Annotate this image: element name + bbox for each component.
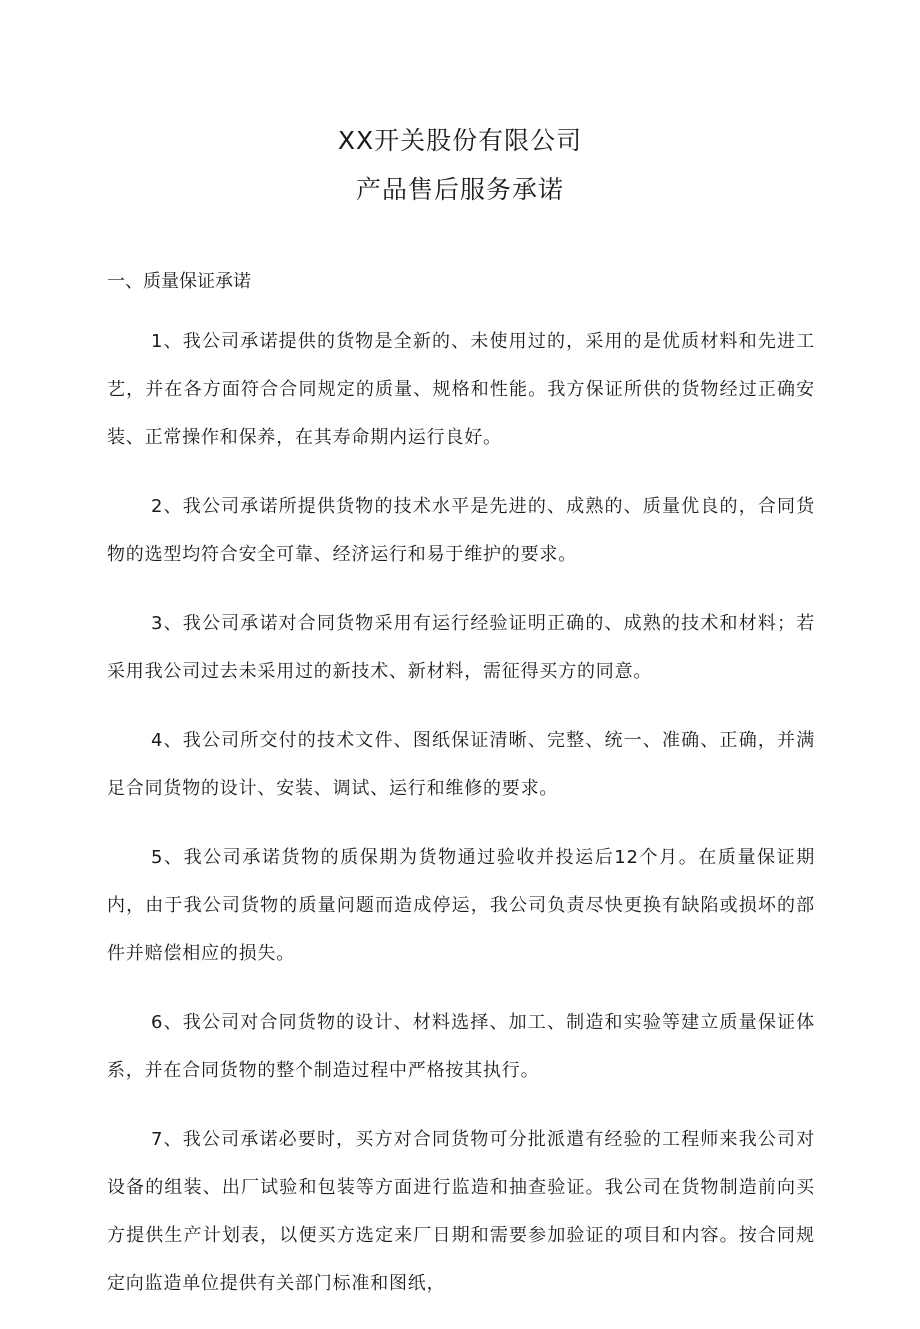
commitment-list bbox=[107, 318, 815, 1329]
commitment-item: 7、我公司承诺必要时，买方对合同货物可分批派遣有经验的工程师来我公司对设备的组装、出厂试验和包装等方面进行监造和抽查验证。我公司在货物制造前向买方提供生产计划表，以便买方选定来厂日期和需要参加验证的项目和内容。按合同规定向监造单位提供有关部门标准和图纸， bbox=[107, 1129, 815, 1294]
document-title: 产品售后服务承诺 bbox=[355, 175, 564, 204]
commitment-item: 4、我公司所交付的技术文件、图纸保证清晰、完整、统一、准确、正确，并满足合同货物的设计、安装、调试、运行和维修的要求。 bbox=[107, 730, 815, 799]
commitment-item: 6、我公司对合同货物的设计、材料选择、加工、制造和实验等建立质量保证体系，并在合同货物的整个制造过程中严格按其执行。 bbox=[107, 1012, 815, 1081]
commitment-item: 1、我公司承诺提供的货物是全新的、未使用过的，采用的是优质材料和先进工艺，并在各方面符合合同规定的质量、规格和性能。我方保证所供的货物经过正确安装、正常操作和保养，在其寿命期内运行良好。 bbox=[107, 331, 815, 448]
section-heading: 一、质量保证承诺 bbox=[107, 271, 251, 292]
commitment-item: 3、我公司承诺对合同货物采用有运行经验证明正确的、成熟的技术和材料；若采用我公司过去未采用过的新技术、新材料，需征得买方的同意。 bbox=[107, 613, 815, 682]
commitment-item: 5、我公司承诺货物的质保期为货物通过验收并投运后12个月。在质量保证期内，由于我公司货物的质量问题而造成停运，我公司负责尽快更换有缺陷或损坏的部件并赔偿相应的损失。 bbox=[107, 847, 815, 964]
company-title: XX开关股份有限公司 bbox=[337, 126, 583, 155]
commitment-item: 2、我公司承诺所提供货物的技术水平是先进的、成熟的、质量优良的，合同货物的选型均符合安全可靠、经济运行和易于维护的要求。 bbox=[107, 496, 815, 565]
